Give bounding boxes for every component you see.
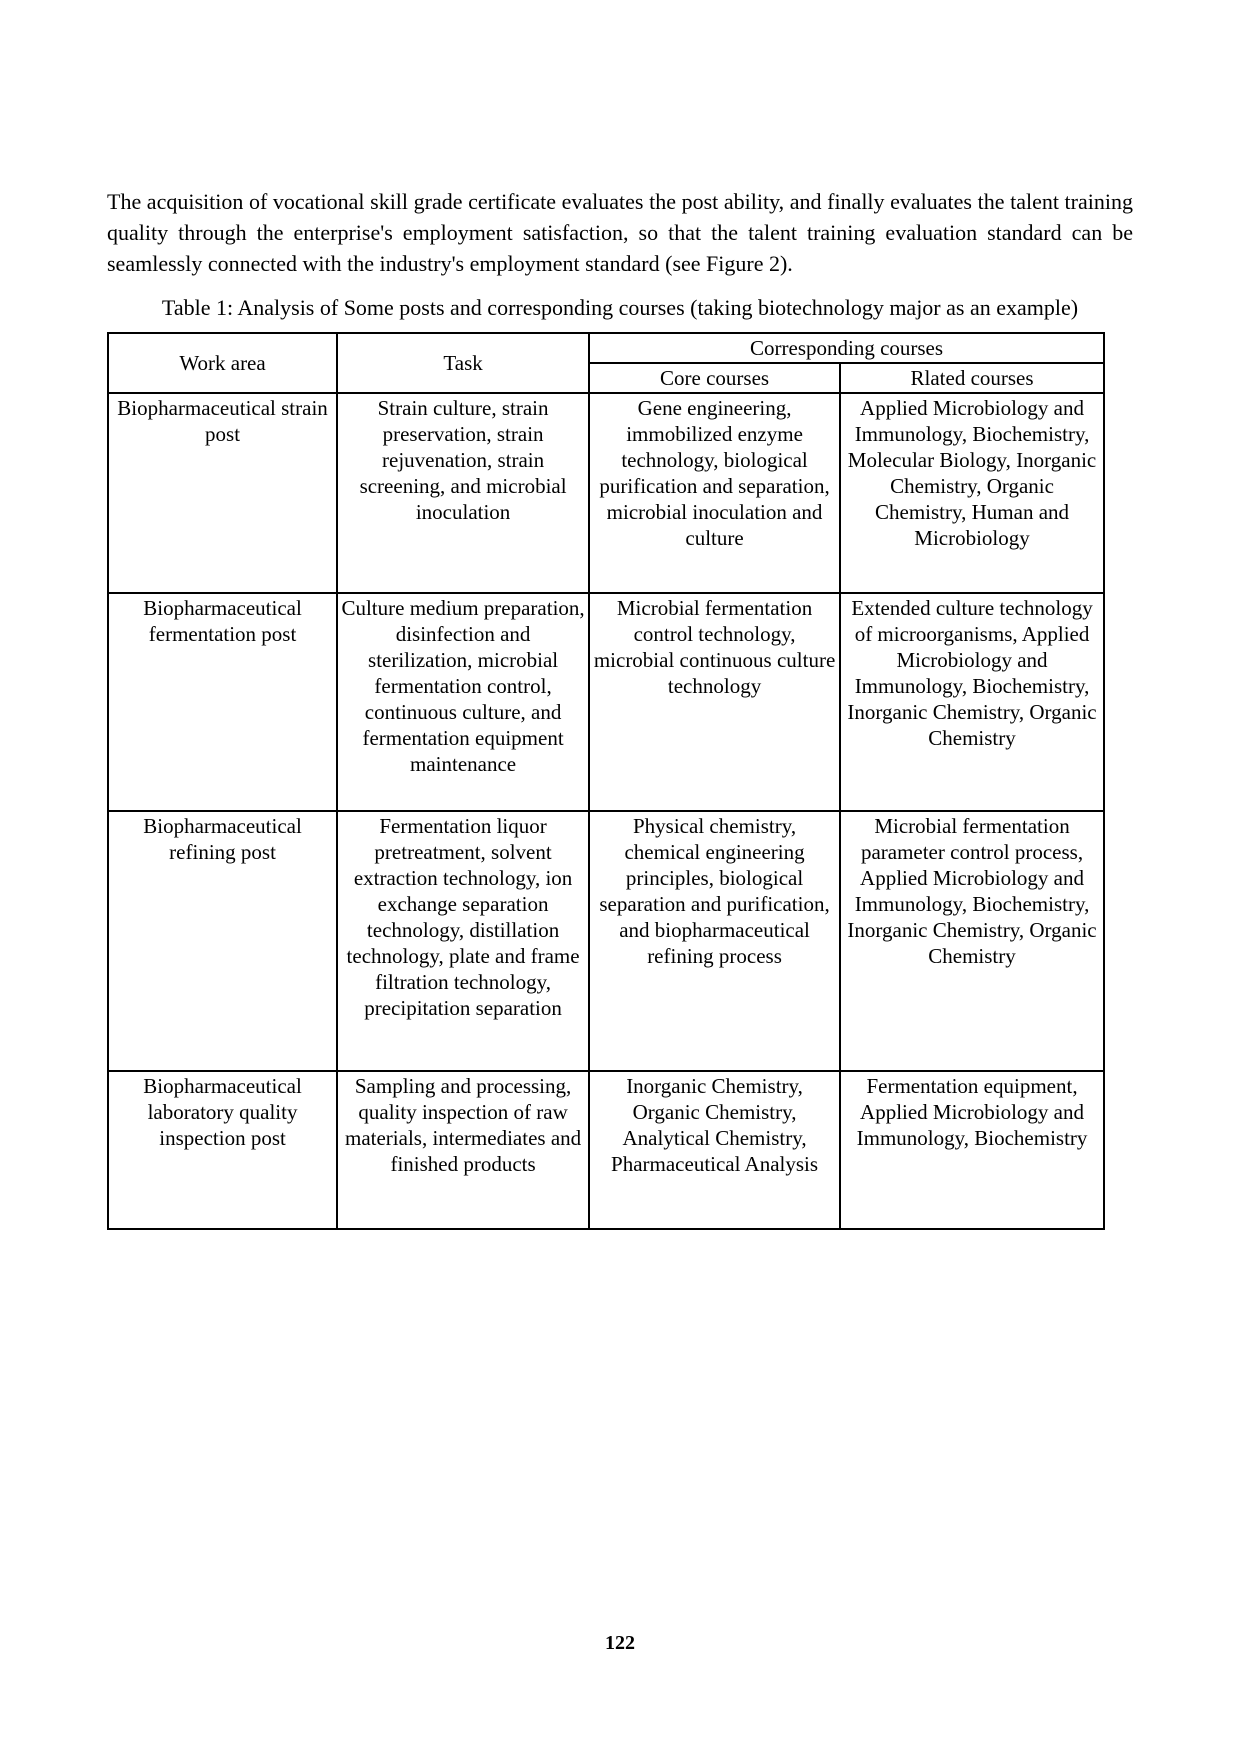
header-core-courses: Core courses	[589, 363, 840, 393]
cell-task: Fermentation liquor pretreatment, solvent extraction technology, ion exchange separation technology, distillation technology, plate and frame filtration technology, precipitation separation	[337, 811, 589, 1071]
cell-related-courses: Applied Microbiology and Immunology, Biochemistry, Molecular Biology, Inorganic Chemistry, Organic Chemistry, Human and Microbiology	[840, 393, 1104, 593]
cell-task: Culture medium preparation, disinfection and sterilization, microbial fermentation control, continuous culture, and fermentation equipment maintenance	[337, 593, 589, 811]
cell-work-area: Biopharmaceutical laboratory quality inspection post	[108, 1071, 337, 1229]
cell-related-courses: Extended culture technology of microorganisms, Applied Microbiology and Immunology, Biochemistry, Inorganic Chemistry, Organic Chemistry	[840, 593, 1104, 811]
cell-task: Strain culture, strain preservation, strain rejuvenation, strain screening, and microbial inoculation	[337, 393, 589, 593]
text-block	[107, 186, 1133, 1230]
cell-core-courses: Gene engineering, immobilized enzyme technology, biological purification and separation, microbial inoculation and culture	[589, 393, 840, 593]
cell-work-area: Biopharmaceutical strain post	[108, 393, 337, 593]
posts-courses-table	[107, 332, 1105, 1230]
table-row	[108, 593, 1104, 811]
table-caption: Table 1: Analysis of Some posts and corresponding courses (taking biotechnology major as an example)	[161, 295, 1079, 320]
table-row	[108, 1071, 1104, 1229]
body-paragraph: The acquisition of vocational skill grade certificate evaluates the post ability, and finally evaluates the talent training quality through the enterprise's employment satisfaction, so that the talent training evaluation standard can be seamlessly connected with the industry's employment standard (see Figure 2).	[107, 189, 1133, 276]
header-row-1	[108, 333, 1104, 363]
cell-work-area: Biopharmaceutical refining post	[108, 811, 337, 1071]
cell-work-area: Biopharmaceutical fermentation post	[108, 593, 337, 811]
header-related-courses: Rlated courses	[840, 363, 1104, 393]
cell-core-courses: Physical chemistry, chemical engineering principles, biological separation and purification, and biopharmaceutical refining process	[589, 811, 840, 1071]
cell-related-courses: Microbial fermentation parameter control process, Applied Microbiology and Immunology, Biochemistry, Inorganic Chemistry, Organic Chemistry	[840, 811, 1104, 1071]
header-corresponding-courses: Corresponding courses	[589, 333, 1104, 363]
table-row	[108, 393, 1104, 593]
cell-core-courses: Inorganic Chemistry, Organic Chemistry, Analytical Chemistry, Pharmaceutical Analysis	[589, 1071, 840, 1229]
page-number: 122	[605, 1632, 635, 1654]
header-task: Task	[337, 333, 589, 393]
header-work-area: Work area	[108, 333, 337, 393]
cell-related-courses: Fermentation equipment, Applied Microbiology and Immunology, Biochemistry	[840, 1071, 1104, 1229]
cell-task: Sampling and processing, quality inspection of raw materials, intermediates and finished products	[337, 1071, 589, 1229]
table-row	[108, 811, 1104, 1071]
cell-core-courses: Microbial fermentation control technology, microbial continuous culture technology	[589, 593, 840, 811]
